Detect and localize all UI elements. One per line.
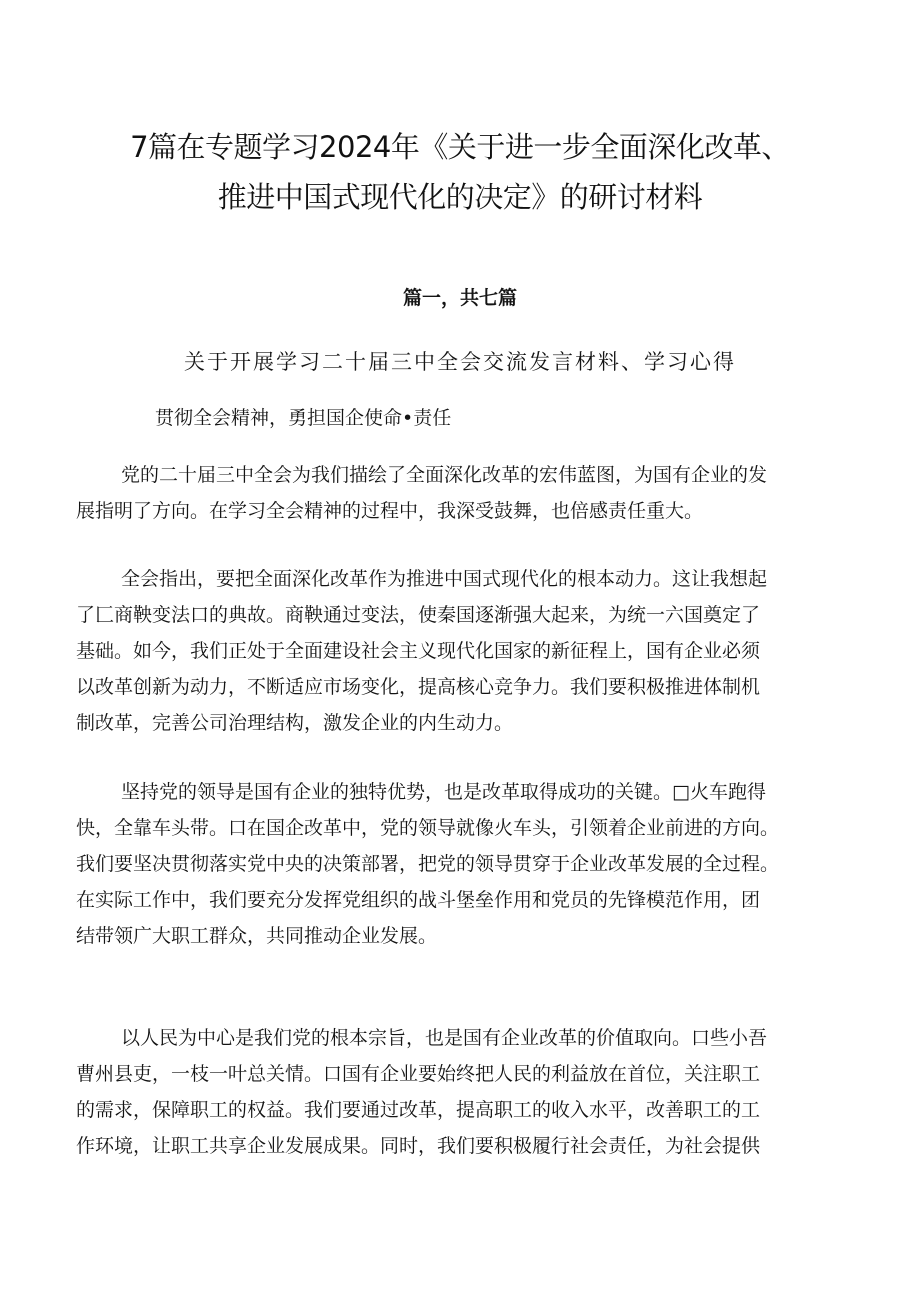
lead-line: 贯彻全会精神，勇担国企使命•责任: [155, 407, 452, 429]
paragraph-line: 以人民为中心是我们党的根本宗旨，也是国有企业改革的价值取向。口些小吾: [121, 1027, 768, 1049]
paragraph-line: 作环境，让职工共享企业发展成果。同时，我们要积极履行社会责任，为社会提供: [76, 1135, 761, 1157]
title-line-2: 推进中国式现代化的决定》的研讨材料: [217, 180, 703, 214]
paragraph-line: 以改革创新为动力，不断适应市场变化，提高核心竞争力。我们要积极推进体制机: [76, 676, 761, 698]
paragraph-3: [76, 774, 866, 954]
paragraph-line: 快，全靠车头带。口在国企改革中，党的领导就像火车头，引领着企业前进的方向。: [76, 817, 780, 839]
paragraph-line: 了匚商鞅变法口的典故。商鞅通过变法，使秦国逐渐强大起来，为统一六国奠定了: [76, 604, 761, 626]
paragraph-1: [76, 457, 866, 529]
paragraph-line: 全会指出，要把全面深化改革作为推进中国式现代化的根本动力。这让我想起: [121, 568, 768, 590]
paragraph-4: [76, 1020, 866, 1164]
paragraph-line: 党的二十届三中全会为我们描绘了全面深化改革的宏伟蓝图，为国有企业的发: [121, 464, 768, 486]
paragraph-line: 基础。如今，我们正处于全面建设社会主义现代化国家的新征程上，国有企业必须: [76, 640, 761, 662]
paragraph-line: 在实际工作中，我们要充分发挥党组织的战斗堡垒作用和党员的先锋模范作用，团: [76, 889, 761, 911]
title-line-1: 7篇在专题学习2024年《关于进一步全面深化改革、: [130, 130, 790, 164]
paragraph-line: 展指明了方向。在学习全会精神的过程中，我深受鼓舞，也倍感责任重大。: [76, 500, 704, 522]
paragraph-line: 制改革，完善公司治理结构，激发企业的内生动力。: [76, 712, 514, 734]
paragraph-2: [76, 561, 866, 741]
paragraph-line: 坚持党的领导是国有企业的独特优势，也是改革取得成功的关键。□火车跑得: [121, 781, 766, 803]
paragraph-line: 的需求，保障职工的权益。我们要通过改革，提高职工的收入水平，改善职工的工: [76, 1099, 761, 1121]
subtitle: 关于开展学习二十届三中全会交流发言材料、学习心得: [184, 350, 736, 374]
paragraph-line: 我们要坚决贯彻落实党中央的决策部署，把党的领导贯穿于企业改革发展的全过程。: [76, 853, 780, 875]
paragraph-line: 结带领广大职工群众，共同推动企业发展。: [76, 925, 438, 947]
document-title: [60, 122, 860, 222]
paragraph-line: 曹州县吏，一枝一叶总关情。口国有企业要始终把人民的利益放在首位，关注职工: [76, 1063, 761, 1085]
section-title: 篇一，共七篇: [402, 287, 517, 309]
